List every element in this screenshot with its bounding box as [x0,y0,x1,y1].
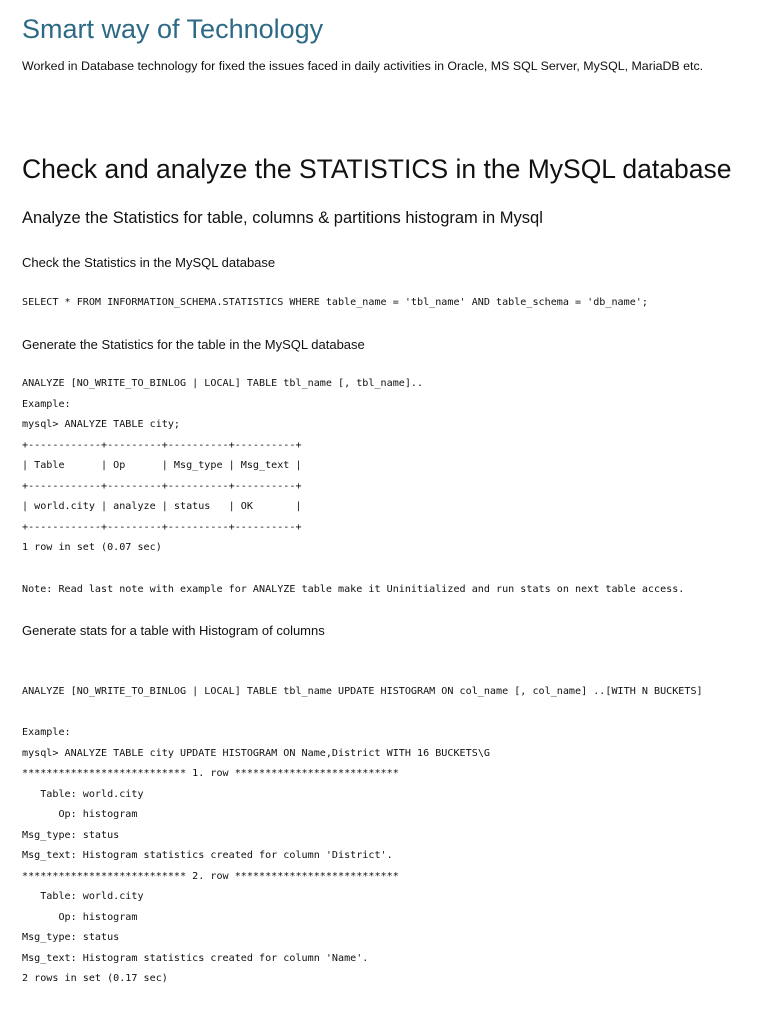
analyze-note: Note: Read last note with example for ANALYZE table make it Uninitialized and run stats on next table access. [22,584,685,595]
site-description: Worked in Database technology for fixed the issues faced in daily activities in Oracle, MS SQL Server, MySQL, MariaDB etc. [22,59,704,73]
generate-statistics-heading: Generate the Statistics for the table in the MySQL database [22,337,365,352]
site-title-link[interactable]: Smart way of Technology [22,14,324,44]
histogram-heading: Generate stats for a table with Histogram of columns [22,623,325,638]
post-title: Check and analyze the STATISTICS in the MySQL database [22,154,732,184]
check-statistics-query: SELECT * FROM INFORMATION_SCHEMA.STATISTICS WHERE table_name = 'tbl_name' AND table_schema = 'db_name'; [22,297,648,308]
check-statistics-heading: Check the Statistics in the MySQL database [22,255,276,270]
post-subtitle: Analyze the Statistics for table, columns & partitions histogram in Mysql [22,209,543,227]
histogram-syntax-code: ANALYZE [NO_WRITE_TO_BINLOG | LOCAL] TABLE tbl_name UPDATE HISTOGRAM ON col_name [, col_name] ..[WITH N BUCKETS] [22,686,703,697]
histogram-example-code-block: Example: mysql> ANALYZE TABLE city UPDATE HISTOGRAM ON Name,District WITH 16 BUCKETS\G *************************** 1. row *************************** Table: world.city Op: histogram Msg_type: status Msg_text: Histogram statistics created for column 'District'. *************************** 2. row *************************** Table: world.city Op: histogram Msg_type: status Msg_text: Histogram statistics created for column 'Name'. 2 rows in set (0.17 sec) [22,727,490,984]
analyze-table-code-block: ANALYZE [NO_WRITE_TO_BINLOG | LOCAL] TABLE tbl_name [, tbl_name].. Example: mysql> ANALYZE TABLE city; +------------+---------+----------+----------+ | Table | Op | Msg_type | Msg_text | +------------+---------+----------+----------+ | world.city | analyze | status | OK | +------------+---------+----------+----------+ 1 row in set (0.07 sec) [22,378,424,553]
